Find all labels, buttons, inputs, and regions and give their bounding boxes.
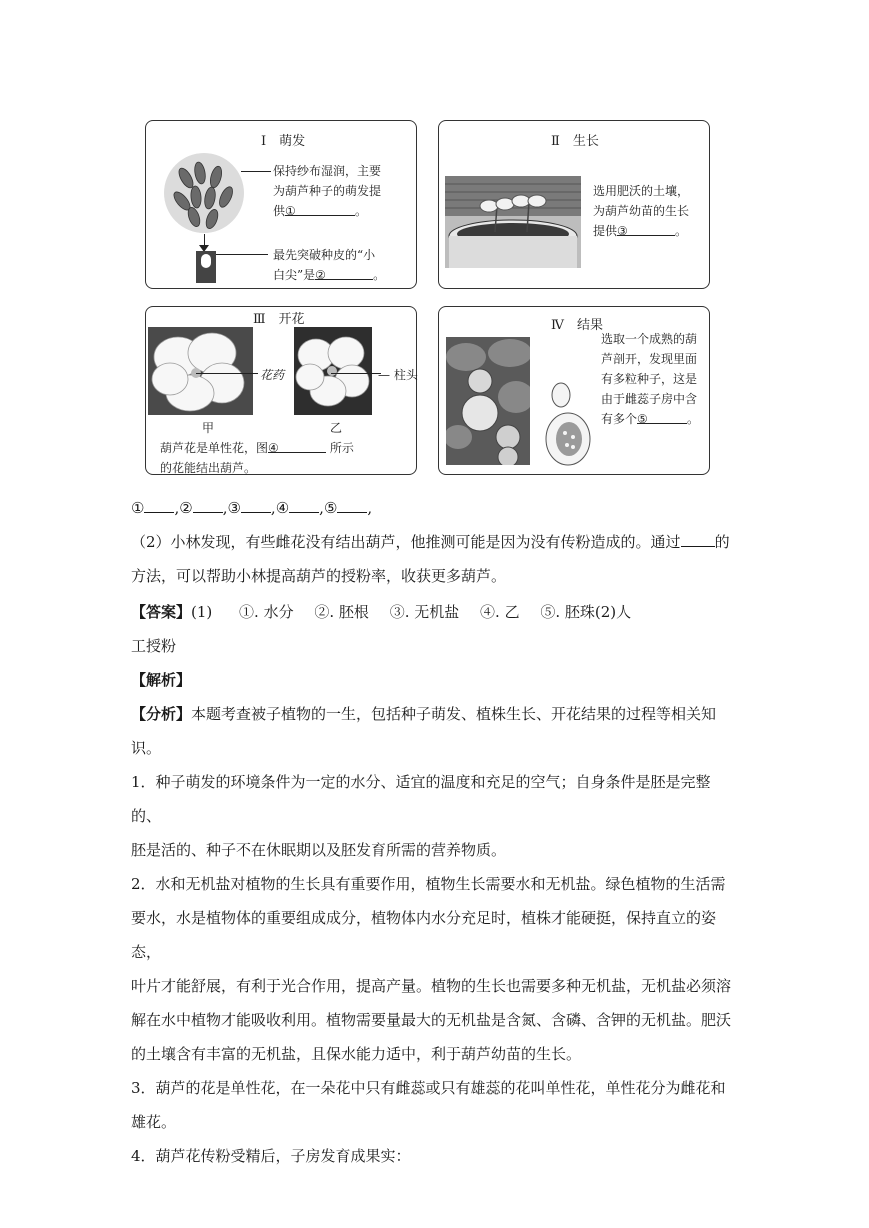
answer-section: 【答案】(1) ①. 水分 ②. 胚根 ③. 无机盐 ④. 乙 ⑤. 胚珠(2)人 工授粉 bbox=[131, 603, 632, 655]
sprouting-seed-photo bbox=[196, 251, 216, 283]
germination-text-2: 最先突破种皮的“小 白尖”是② 。 bbox=[273, 248, 386, 282]
pointer-line-2 bbox=[216, 254, 268, 255]
male-flower-photo bbox=[148, 327, 253, 415]
panel-title: Ⅳ 结果 bbox=[551, 318, 603, 333]
analysis-section: 【分析】本题考查被子植物的一生，包括种子萌发、植株生长、开花结果的过程等相关知识。 1．种子萌发的环境条件为一定的水分、适宜的温度和充足的空气；自身条件是胚是完整的、 胚是活的、种子不在休眠期以及胚发育所需的营养物质。 2．水和无机盐对植物的生长具有重要作用，植物生长需要水和无机盐。绿色植物的生活需 要水，水是植物体的重要组成成分，植物体内水分充足时，植株才能硬挺，保持直立的姿态， 叶片才能舒展，有利于光合作用，提高产量。植物的生长也需要多种无机盐，无机盐必须溶 解在水中植物才能吸收利用。植物需要量最大的无机盐是含氮、含磷、含钾的无机盐。肥沃 的土壤含有丰富的无机盐，且保水能力适中，利于葫芦幼苗的生长。 3．葫芦的花是单性花，在一朵花中只有雌蕊或只有雄蕊的花叫单性花，单性花分为雌花和 雄花。 4．葫芦花传粉受精后，子房发育成果实： bbox=[131, 705, 732, 1165]
growth-text: 选用肥沃的土壤， 为葫芦幼苗的生长 提供③ 。 bbox=[593, 184, 690, 238]
flowering-text: 葫芦花是单性花，图④ 所示 的花能结出葫芦。 bbox=[160, 438, 410, 478]
fruiting-text: 选取一个成熟的葫 芦剖开，发现里面 有多粒种子，这是 由于雌蕊子房中含 有多个⑤ 。 bbox=[601, 332, 700, 426]
anther-label: 花药 bbox=[260, 368, 285, 382]
gourd-plant-photo bbox=[446, 337, 530, 465]
label-yi: 乙 bbox=[330, 421, 343, 435]
anther-pointer bbox=[196, 373, 258, 374]
jiexi-heading: 【解析】 bbox=[131, 671, 192, 689]
panel-title: Ⅲ 开花 bbox=[253, 312, 305, 327]
label-jia: 甲 bbox=[202, 421, 215, 435]
germination-text-1: 保持纱布湿润，主要 为葫芦种子的萌发提 供① 。 bbox=[273, 164, 382, 218]
stigma-pointer bbox=[331, 373, 381, 374]
seedling-pot-photo bbox=[445, 176, 581, 268]
gourd-cross-section-photo bbox=[543, 377, 593, 467]
question-2: （2）小林发现，有些雌花没有结出葫芦，他推测可能是因为没有传粉造成的。通过 的 方法，可以帮助小林提高葫芦的授粉率，收获更多葫芦。 bbox=[131, 525, 737, 593]
panel-growth bbox=[438, 120, 710, 289]
panel-fruiting bbox=[438, 306, 710, 475]
female-flower-photo bbox=[294, 327, 372, 415]
panel-title: Ⅰ 萌发 bbox=[261, 134, 306, 149]
seeds-photo bbox=[164, 153, 244, 233]
panel-germination bbox=[145, 120, 417, 289]
answer-blanks-line: ① ,② ,③ ,④ ,⑤ , bbox=[131, 491, 737, 525]
panel-title: Ⅱ 生长 bbox=[551, 134, 599, 149]
pointer-line bbox=[241, 171, 271, 172]
panel-flowering bbox=[145, 306, 417, 475]
answer-label: 【答案】 bbox=[131, 603, 192, 621]
analysis-label: 【分析】 bbox=[131, 705, 192, 723]
stigma-label: — 柱头 bbox=[378, 368, 418, 382]
